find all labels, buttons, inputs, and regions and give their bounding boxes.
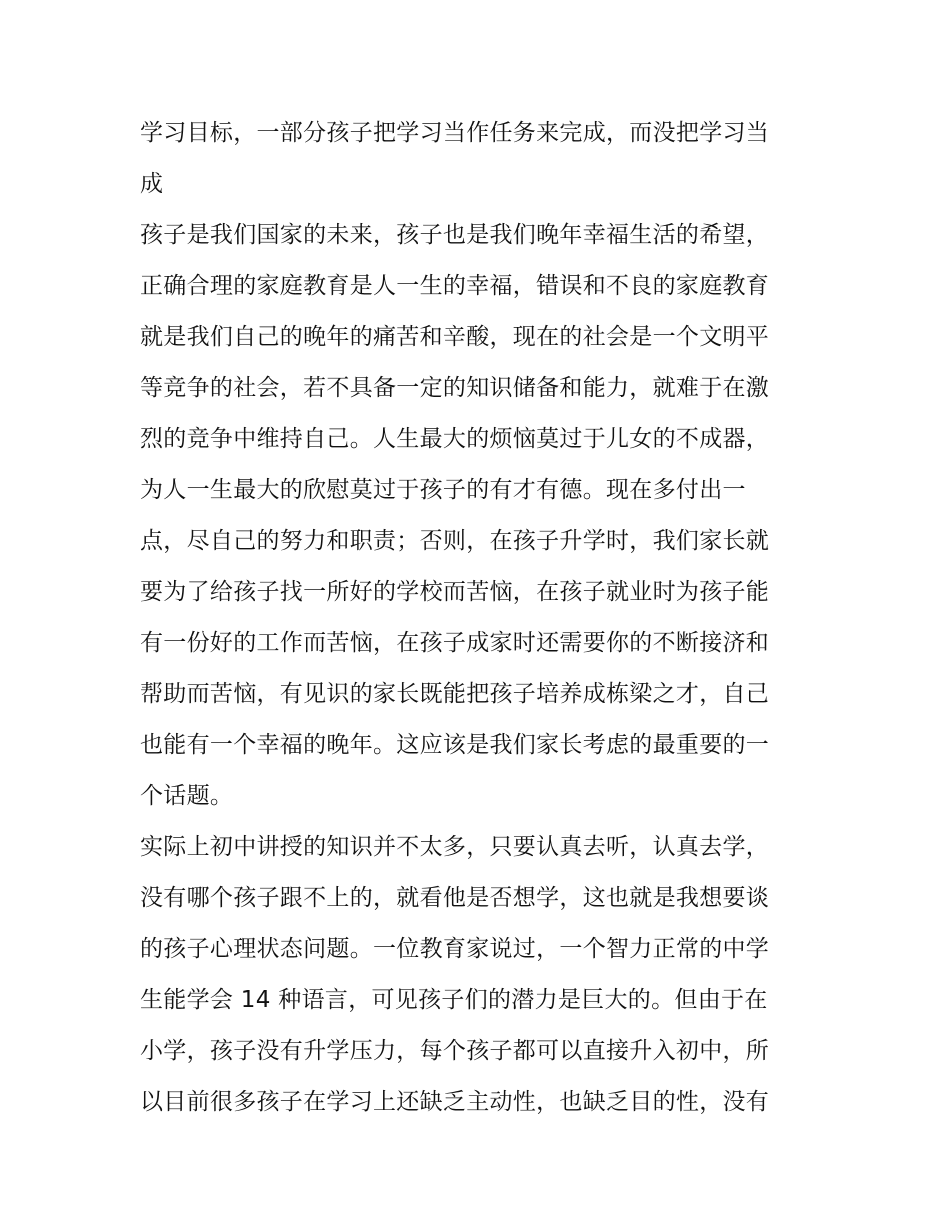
text-line: 烈的竞争中维持自己。人生最大的烦恼莫过于儿女的不成器， [140, 426, 770, 452]
text-line: 以目前很多孩子在学习上还缺乏主动性，也缺乏目的性，没有 [140, 1089, 770, 1115]
text-line: 的孩子心理状态问题。一位教育家说过，一个智力正常的中学 [140, 936, 770, 962]
text-line: 为人一生最大的欣慰莫过于孩子的有才有德。现在多付出一 [140, 477, 746, 503]
text-line: 就是我们自己的晚年的痛苦和辛酸，现在的社会是一个文明平 [140, 324, 770, 350]
text-line: 等竞争的社会，若不具备一定的知识储备和能力，就难于在激 [140, 375, 770, 401]
text-line: 也能有一个幸福的晚年。这应该是我们家长考虑的最重要的一 [140, 732, 770, 758]
text-line: 个话题。 [140, 783, 234, 809]
text-line: 点，尽自己的努力和职责；否则，在孩子升学时，我们家长就 [140, 528, 770, 554]
text-line: 正确合理的家庭教育是人一生的幸福，错误和不良的家庭教育 [140, 273, 770, 299]
text-line: 有一份好的工作而苦恼，在孩子成家时还需要你的不断接济和 [140, 630, 770, 656]
body-text [140, 108, 820, 1128]
text-line: 生能学会 14 种语言，可见孩子们的潜力是巨大的。但由于在 [140, 987, 768, 1013]
text-line: 成 [140, 171, 164, 197]
text-line: 实际上初中讲授的知识并不太多，只要认真去听，认真去学， [140, 834, 770, 860]
text-line: 没有哪个孩子跟不上的，就看他是否想学，这也就是我想要谈 [140, 885, 770, 911]
text-line: 小学，孩子没有升学压力，每个孩子都可以直接升入初中，所 [140, 1038, 770, 1064]
text-line: 要为了给孩子找一所好的学校而苦恼，在孩子就业时为孩子能 [140, 579, 770, 605]
text-line: 孩子是我们国家的未来，孩子也是我们晚年幸福生活的希望， [140, 222, 770, 248]
text-line: 学习目标，一部分孩子把学习当作任务来完成，而没把学习当 [140, 120, 770, 146]
text-line: 帮助而苦恼，有见识的家长既能把孩子培养成栋梁之才，自己 [140, 681, 770, 707]
